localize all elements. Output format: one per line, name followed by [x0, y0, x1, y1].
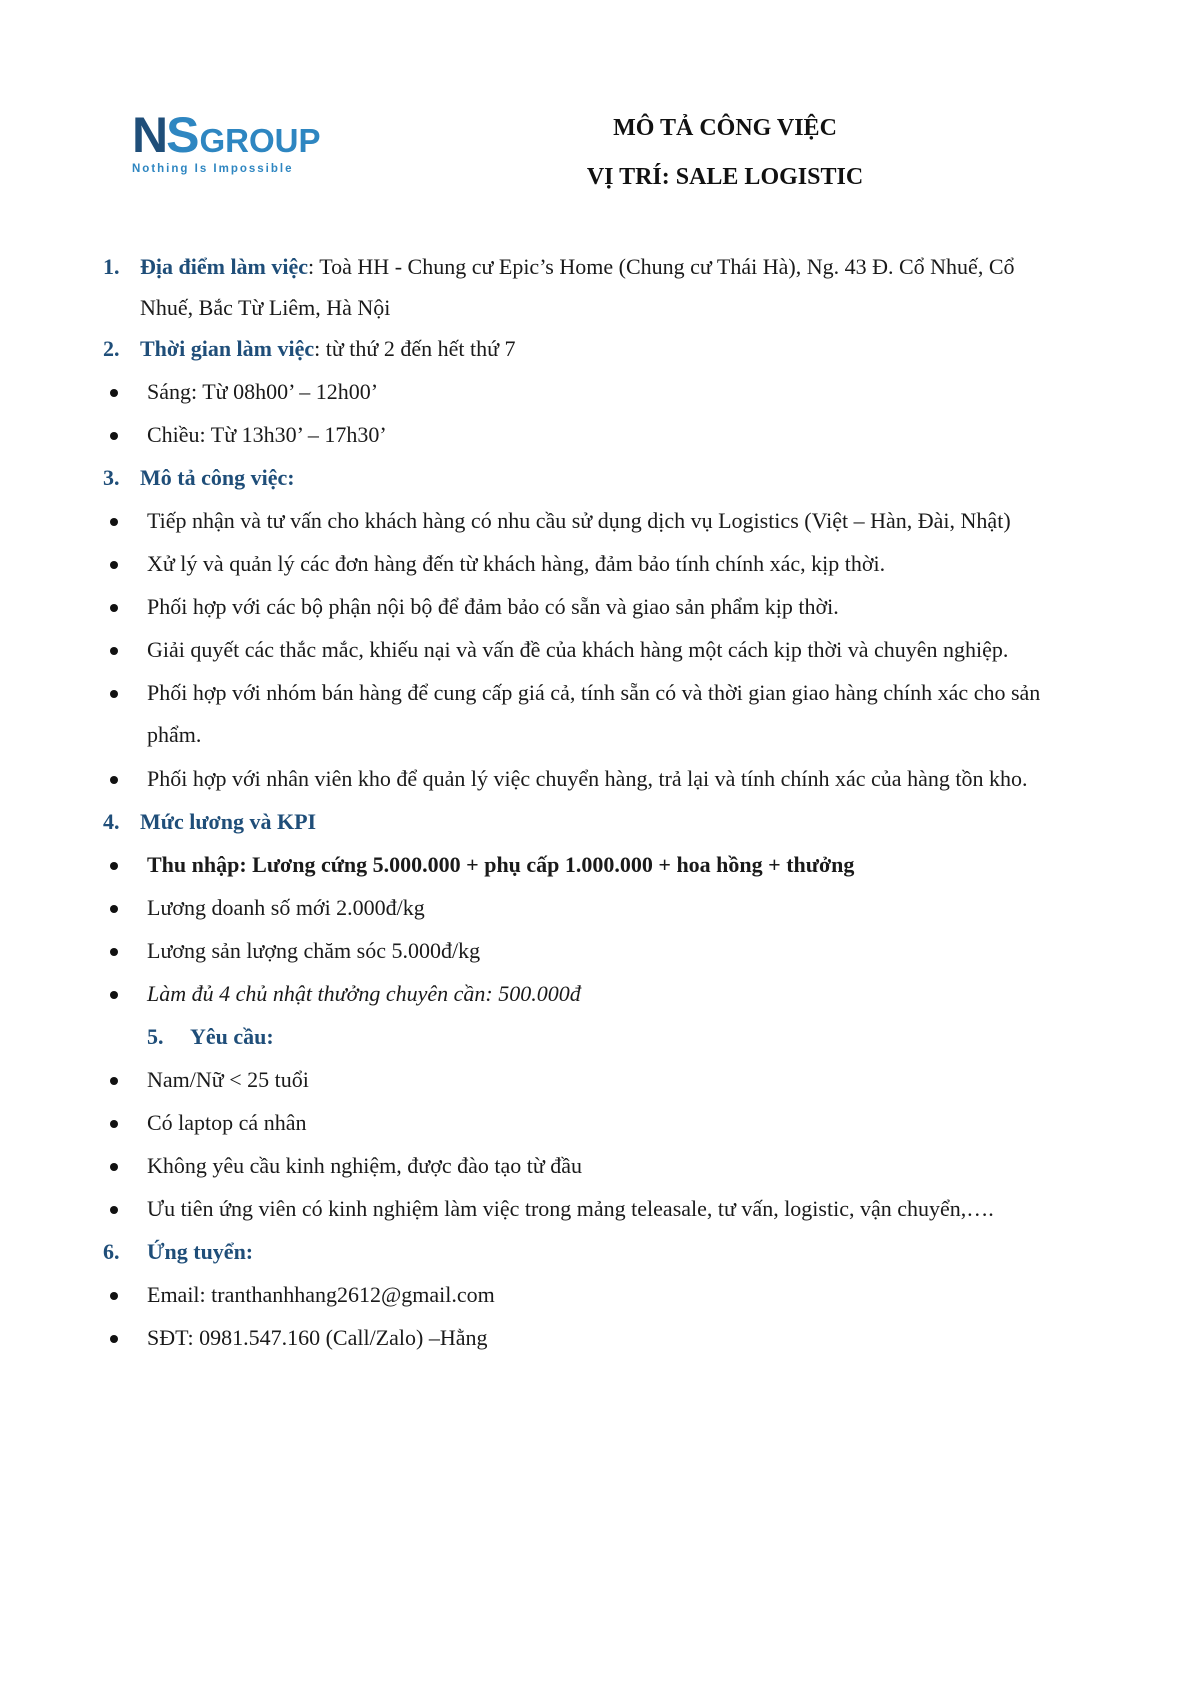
bullet-icon — [110, 1163, 118, 1171]
section-6-heading: Ứng tuyển: — [147, 1239, 254, 1264]
bullet-icon — [110, 389, 118, 397]
bullet-icon — [110, 604, 118, 612]
logo-ns: NS — [132, 107, 198, 163]
section-3-number: 3. — [103, 465, 120, 490]
bullet-icon — [110, 561, 118, 569]
bullet-icon — [110, 905, 118, 913]
logo-group: GROUP — [199, 122, 321, 159]
section-4-number: 4. — [103, 809, 120, 834]
bullet-icon — [110, 1335, 118, 1343]
bullet-text: Tiếp nhận và tư vấn cho khách hàng có nhu cầu sử dụng dịch vụ Logistics (Việt – Hàn, Đài, Nhật) — [147, 508, 1011, 533]
bullet-icon — [110, 948, 118, 956]
bullet-text: Phối hợp với nhóm bán hàng để cung cấp giá cả, tính sẵn có và thời gian giao hàng chính xác cho sản — [147, 680, 1041, 705]
section-1-number: 1. — [103, 254, 120, 279]
bullet-icon — [110, 1077, 118, 1085]
bullet-text: Không yêu cầu kinh nghiệm, được đào tạo từ đầu — [147, 1153, 583, 1178]
section-1-heading: Địa điểm làm việc — [140, 254, 309, 279]
bullet-text: Ưu tiên ứng viên có kinh nghiệm làm việc trong mảng teleasale, tư vấn, logistic, vận chuyển,…. — [147, 1196, 994, 1221]
bullet-text: Phối hợp với các bộ phận nội bộ để đảm bảo có sẵn và giao sản phẩm kịp thời. — [147, 594, 839, 619]
bullet-icon — [110, 1206, 118, 1214]
bullet-text-cont: phẩm. — [147, 722, 202, 747]
bonus-text: Làm đủ 4 chủ nhật thưởng chuyên cần: 500.000đ — [147, 981, 581, 1006]
bullet-text: Giải quyết các thắc mắc, khiếu nại và vấn đề của khách hàng một cách kịp thời và chuyên nghiệp. — [147, 637, 1009, 662]
section-2-number: 2. — [103, 336, 120, 361]
bullet-text: Sáng: Từ 08h00’ – 12h00’ — [147, 379, 379, 404]
bullet-text: Có laptop cá nhân — [147, 1110, 307, 1135]
section-1-line — [140, 252, 1015, 282]
section-5-number: 5. — [147, 1024, 164, 1049]
section-2-heading: Thời gian làm việc — [140, 336, 315, 361]
bullet-icon — [110, 776, 118, 784]
bullet-icon — [110, 518, 118, 526]
bullet-icon — [110, 862, 118, 870]
bullet-text: Lương doanh số mới 2.000đ/kg — [147, 895, 425, 920]
bullet-icon — [110, 1292, 118, 1300]
income-text: Thu nhập: Lương cứng 5.000.000 + phụ cấp 1.000.000 + hoa hồng + thưởng — [147, 852, 855, 877]
document-title: MÔ TẢ CÔNG VIỆC — [613, 115, 837, 141]
logo-wordmark — [132, 107, 352, 163]
section-1-text-cont: Nhuế, Bắc Từ Liêm, Hà Nội — [140, 295, 391, 320]
company-logo — [132, 107, 352, 176]
position-title: VỊ TRÍ: SALE LOGISTIC — [586, 164, 864, 190]
section-2-text: : từ thứ 2 đến hết thứ 7 — [314, 336, 516, 361]
section-1-text: : Toà HH - Chung cư Epic’s Home (Chung cư Thái Hà), Ng. 43 Đ. Cổ Nhuế, Cổ — [308, 254, 1015, 279]
bullet-icon — [110, 432, 118, 440]
bullet-icon — [110, 991, 118, 999]
bullet-icon — [110, 647, 118, 655]
section-4-heading: Mức lương và KPI — [140, 809, 317, 834]
bullet-text: Chiều: Từ 13h30’ – 17h30’ — [147, 422, 387, 447]
phone-text: SĐT: 0981.547.160 (Call/Zalo) –Hằng — [147, 1325, 488, 1350]
bullet-text: Phối hợp với nhân viên kho để quản lý việc chuyển hàng, trả lại và tính chính xác của hàng tồn kho. — [147, 766, 1028, 791]
section-2-line — [140, 334, 516, 364]
bullet-icon — [110, 690, 118, 698]
bullet-text: Lương sản lượng chăm sóc 5.000đ/kg — [147, 938, 481, 963]
section-5-heading: Yêu cầu: — [190, 1024, 274, 1049]
bullet-text: Xử lý và quản lý các đơn hàng đến từ khách hàng, đảm bảo tính chính xác, kịp thời. — [147, 551, 886, 576]
email-text: Email: tranthanhhang2612@gmail.com — [147, 1282, 495, 1307]
section-6-number: 6. — [103, 1239, 120, 1264]
bullet-text: Nam/Nữ < 25 tuổi — [147, 1067, 309, 1092]
section-3-heading: Mô tả công việc: — [140, 465, 295, 490]
logo-tagline: Nothing Is Impossible — [132, 163, 294, 175]
bullet-icon — [110, 1120, 118, 1128]
